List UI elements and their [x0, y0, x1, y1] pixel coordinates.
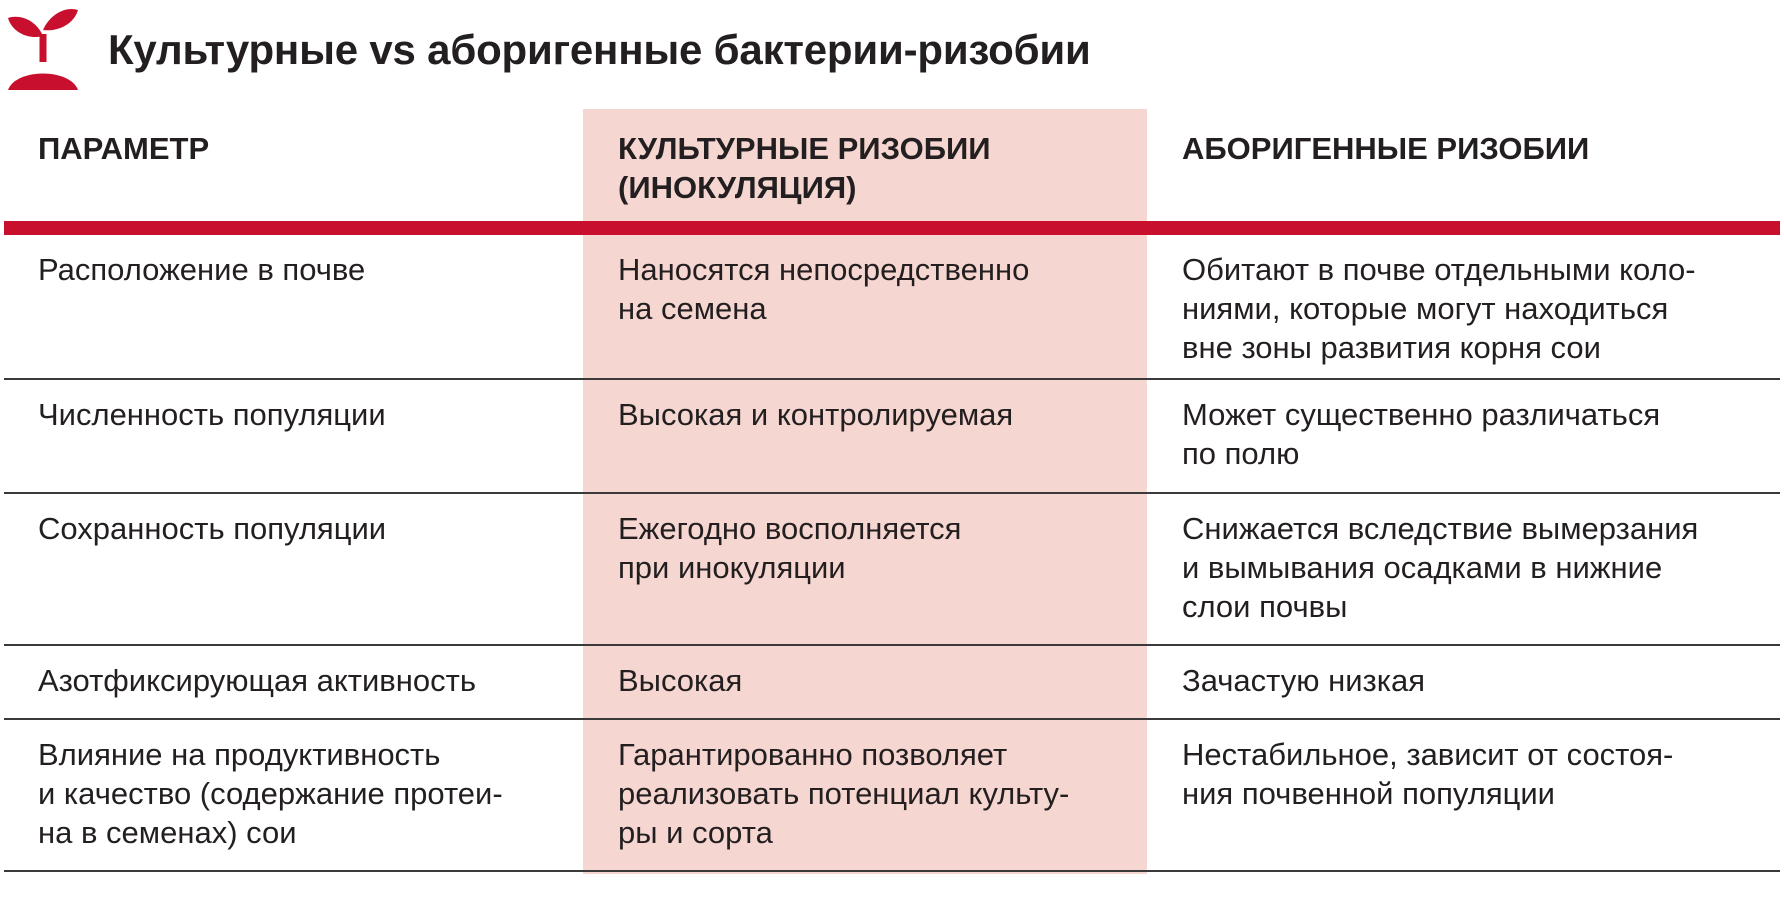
native-cell: Снижается вследствие вымерзания и вымывания осадками в нижние слои почвы: [1182, 511, 1699, 624]
param-cell: Азотфиксирующая активность: [38, 663, 476, 698]
page-title: Культурные vs аборигенные бактерии-ризобии: [108, 26, 1091, 73]
native-cell: Нестабильное, зависит от состоя- ния почвенной популяции: [1182, 737, 1674, 811]
cultured-cell: Наносятся непосредственно на семена: [618, 252, 1030, 326]
table-row: [4, 235, 1780, 380]
cultured-cell: Гарантированно позволяет реализовать потенциал культу- ры и сорта: [618, 737, 1070, 850]
header-param: ПАРАМЕТР: [38, 131, 210, 166]
param-cell: Численность популяции: [38, 397, 386, 432]
cultured-cell: Высокая: [618, 663, 743, 698]
sprout-icon: [6, 4, 80, 90]
param-cell: Расположение в почве: [38, 252, 366, 287]
cultured-cell: Ежегодно восполняется при инокуляции: [618, 511, 962, 585]
header-cultured: КУЛЬТУРНЫЕ РИЗОБИИ (ИНОКУЛЯЦИЯ): [618, 131, 991, 205]
table-row: [4, 720, 1780, 872]
table-row: [4, 494, 1780, 646]
native-cell: Может существенно различаться по полю: [1182, 397, 1661, 471]
header-native: АБОРИГЕННЫЕ РИЗОБИИ: [1182, 131, 1590, 166]
table-header: [4, 109, 1780, 221]
param-cell: Сохранность популяции: [38, 511, 387, 546]
table-row: [4, 380, 1780, 494]
cultured-cell: Высокая и контролируемая: [618, 397, 1014, 432]
native-cell: Зачастую низкая: [1182, 663, 1426, 698]
param-cell: Влияние на продуктивность и качество (содержание протеи- на в семенах) сои: [38, 737, 503, 850]
table-row: [4, 646, 1780, 720]
comparison-table: [4, 109, 1780, 872]
native-cell: Обитают в почве отдельными коло- ниями, которые могут находиться вне зоны развития корня сои: [1182, 252, 1696, 365]
header-divider: [4, 221, 1780, 235]
